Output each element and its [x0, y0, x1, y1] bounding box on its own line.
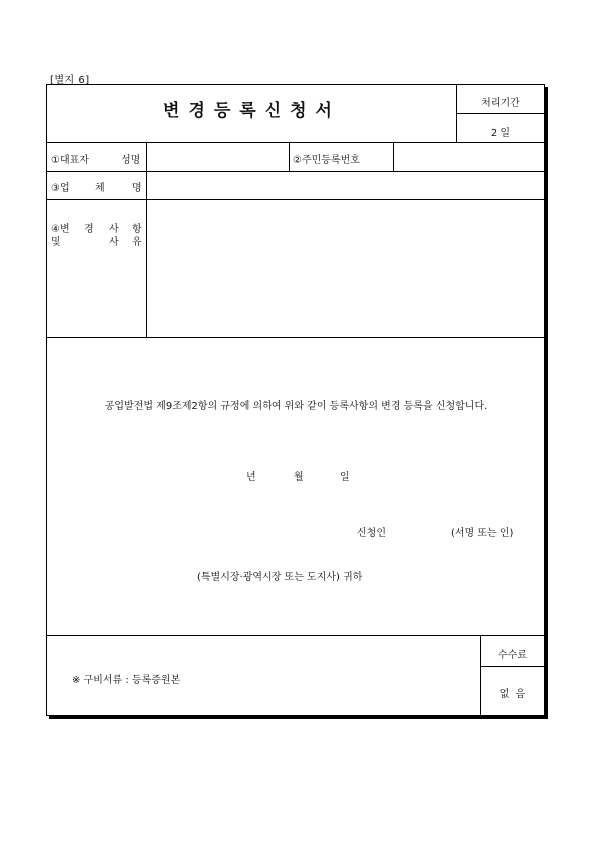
- divider: [393, 142, 394, 171]
- fee-label: 수수료: [498, 650, 527, 661]
- resident-number-label: ②주민등록번호: [293, 155, 360, 166]
- divider: [47, 337, 545, 338]
- divider: [47, 142, 545, 143]
- change-details-label: 사: [109, 224, 119, 235]
- divider: [47, 635, 545, 636]
- form-title: 변경등록신청서: [163, 101, 341, 121]
- representative-label: ①대표자: [51, 155, 89, 166]
- frame-shadow-bottom: [49, 716, 548, 719]
- change-details-label: 및: [51, 237, 61, 248]
- signature-label: (서명 또는 인): [451, 528, 514, 539]
- change-details-label: 항: [132, 224, 142, 235]
- form-number: [별지 6]: [50, 75, 90, 86]
- required-documents-note: ※ 구비서류 : 등록증원본: [72, 675, 181, 686]
- date-year: 년: [246, 472, 256, 483]
- change-details-field[interactable]: [150, 205, 543, 333]
- divider: [289, 142, 290, 171]
- business-name-label: ③업: [51, 183, 70, 194]
- representative-name-label: 성명: [121, 155, 141, 166]
- change-details-label: 유: [132, 237, 142, 248]
- processing-period-value: 2 일: [490, 128, 511, 139]
- frame-shadow-right: [545, 87, 548, 718]
- processing-period-label: 처리기간: [481, 98, 520, 109]
- divider: [456, 113, 545, 114]
- divider: [480, 666, 545, 667]
- business-name-label: 명: [132, 183, 142, 194]
- change-details-label: 경: [84, 224, 94, 235]
- addressee: (특별시장·광역시장 또는 도지사) 귀하: [197, 572, 363, 583]
- change-details-label: 사: [109, 237, 119, 248]
- change-details-label: ④변: [51, 224, 70, 235]
- date-day: 일: [340, 472, 350, 483]
- divider: [47, 171, 545, 172]
- business-name-label: 체: [95, 183, 105, 194]
- applicant-label: 신청인: [357, 528, 386, 539]
- application-statement: 공업발전법 제9조제2항의 규정에 의하여 위와 같이 등록사항의 변경 등록을 신청합니다.: [104, 401, 488, 412]
- fee-value: 없 음: [499, 689, 526, 700]
- date-month: 월: [294, 472, 304, 483]
- divider: [146, 142, 147, 337]
- divider: [47, 199, 545, 200]
